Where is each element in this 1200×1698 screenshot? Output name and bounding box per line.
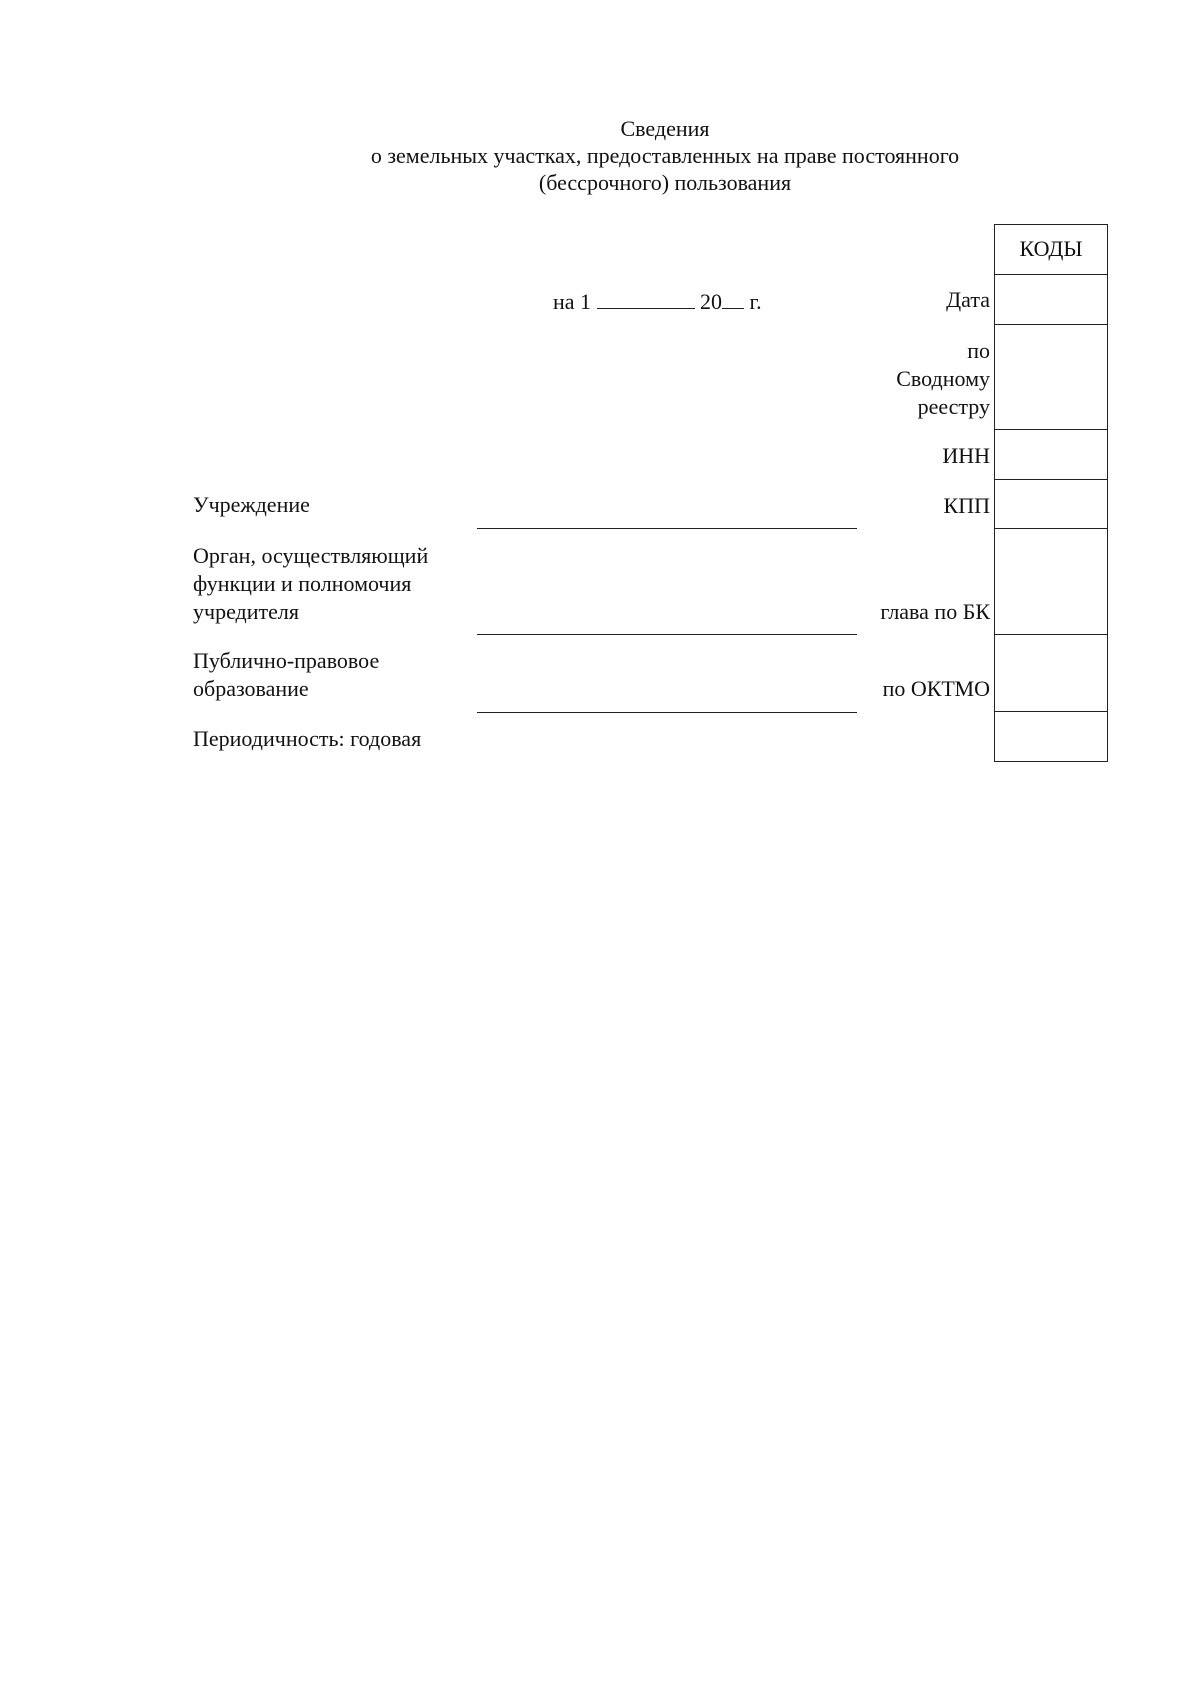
- code-cell-chapter-bk[interactable]: [995, 529, 1107, 635]
- date-prefix: на 1: [553, 289, 592, 314]
- date-suffix: г.: [749, 289, 762, 314]
- label-institution: Учреждение: [193, 492, 310, 517]
- label-founder-line-1: Орган, осуществляющий: [193, 543, 429, 568]
- code-cell-date[interactable]: [995, 275, 1107, 325]
- form-title: Сведения: [620, 116, 710, 141]
- entity-field-line[interactable]: [477, 712, 857, 713]
- label-entity-line-2: образование: [193, 676, 309, 701]
- label-registry-line-2: Сводному: [896, 366, 990, 391]
- institution-field-line[interactable]: [477, 528, 857, 529]
- label-registry-line-1: по: [967, 338, 990, 363]
- codes-table: [994, 224, 1108, 762]
- label-chapter-bk: глава по БК: [880, 599, 990, 624]
- form-subtitle-line-2: (бессрочного) пользования: [538, 170, 792, 195]
- label-oktmo: по ОКТМО: [882, 676, 990, 701]
- label-date: Дата: [946, 287, 990, 312]
- label-kpp: КПП: [943, 493, 990, 518]
- code-cell-registry[interactable]: [995, 325, 1107, 430]
- code-cell-oktmo[interactable]: [995, 635, 1107, 712]
- label-founder-line-3: учредителя: [193, 599, 299, 624]
- label-entity-line-1: Публично-правовое: [193, 648, 380, 673]
- label-periodicity: Периодичность: годовая: [193, 726, 422, 751]
- code-cell-kpp[interactable]: [995, 480, 1107, 529]
- founder-field-line[interactable]: [477, 634, 857, 635]
- label-inn: ИНН: [942, 443, 990, 468]
- date-year-prefix: 20: [700, 289, 723, 314]
- date-month-blank[interactable]: [597, 288, 695, 309]
- form-subtitle-line-1: о земельных участках, предоставленных на праве постоянного: [370, 143, 960, 168]
- date-year-blank[interactable]: [722, 288, 744, 309]
- label-registry-line-3: реестру: [917, 394, 990, 419]
- code-cell-periodicity[interactable]: [995, 712, 1107, 761]
- code-cell-inn[interactable]: [995, 430, 1107, 480]
- codes-header: КОДЫ: [995, 225, 1107, 275]
- label-founder-line-2: функции и полномочия: [193, 571, 412, 596]
- report-date-line: [553, 288, 762, 315]
